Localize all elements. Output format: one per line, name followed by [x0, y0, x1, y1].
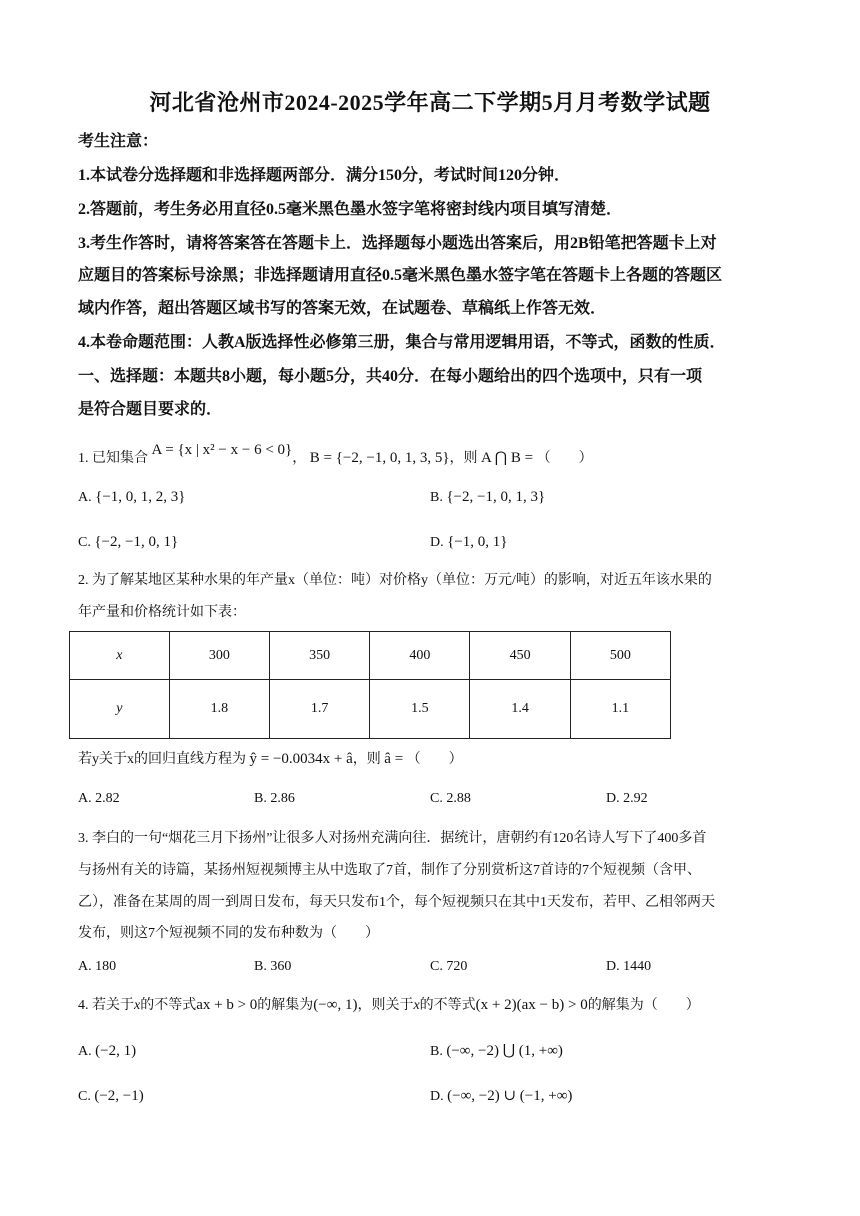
table-cell: 400: [370, 632, 470, 680]
option-label: D.: [430, 535, 444, 550]
question-2-stem-cont: 年产量和价格统计如下表：: [78, 605, 246, 620]
q4-p6: 的解集为（ ）: [587, 998, 700, 1013]
question-3-stem-cont: 与扬州有关的诗篇，某扬州短视频博主从中选取了7首，制作了分别赏析这7首诗的7个短视频（含甲、: [78, 863, 701, 878]
data-table: [69, 631, 671, 739]
q1-set-b: B = {−2, −1, 0, 1, 3, 5}: [309, 450, 450, 466]
notice-item: 2.答题前，考生务必用直径0.5毫米黑色墨水签字笔将密封线内项目填写清楚．: [78, 201, 623, 218]
q1-option-d: [430, 533, 507, 552]
q3-option-c: [430, 958, 467, 976]
q4-p1: 4. 若关于: [78, 998, 134, 1013]
q4-p3: 的解集为: [257, 998, 314, 1013]
q1-option-b: [430, 488, 545, 507]
reg-ask: â =: [384, 751, 404, 767]
q4-solution-set: (−∞, 1): [313, 997, 358, 1013]
option-text: {−2, −1, 0, 1, 3}: [446, 489, 546, 505]
q1-option-a: [78, 488, 185, 507]
q4-option-a: [78, 1042, 136, 1061]
notice-heading: 考生注意：: [78, 133, 159, 150]
q4-var: x: [413, 998, 420, 1013]
option-label: B.: [254, 791, 267, 806]
option-text: 2.92: [623, 791, 648, 806]
q4-inequality-2: (x + 2)(ax − b) > 0: [475, 997, 588, 1013]
q4-option-c: [78, 1087, 144, 1106]
q4-p2: 的不等式: [140, 998, 197, 1013]
option-label: B.: [254, 959, 267, 974]
q1-set-a: A = {x | x² − x − 6 < 0}: [151, 442, 293, 458]
option-text: 180: [95, 959, 117, 974]
option-label: D.: [606, 959, 620, 974]
notice-item: 3.考生作答时，请将答案答在答题卡上．选择题每小题选出答案后，用2B铅笔把答题卡上对: [78, 235, 717, 252]
option-text: (−2, −1): [94, 1088, 144, 1104]
option-label: D.: [606, 791, 620, 806]
q1-sep: ，: [292, 451, 307, 466]
option-label: C.: [78, 1089, 91, 1104]
q1-ask: A ⋂ B =: [481, 450, 534, 466]
option-text: (−∞, −2) ⋃ (1, +∞): [446, 1043, 563, 1059]
table-header-y: y: [70, 680, 170, 739]
q3-option-a: [78, 958, 116, 976]
option-text: 1440: [623, 959, 652, 974]
table-header-x: x: [70, 632, 170, 680]
option-label: B.: [430, 490, 443, 505]
option-text: {−2, −1, 0, 1}: [94, 534, 179, 550]
q4-inequality-1: ax + b > 0: [196, 997, 258, 1013]
q1-option-c: [78, 533, 178, 552]
option-text: {−1, 0, 1, 2, 3}: [95, 489, 186, 505]
question-1-stem: [78, 442, 788, 468]
option-text: 2.86: [270, 791, 295, 806]
table-cell: 450: [470, 632, 570, 680]
q2-option-a: [78, 790, 120, 808]
q4-p4: ，则关于: [357, 998, 414, 1013]
table-cell: 1.4: [470, 680, 570, 739]
option-label: A.: [78, 959, 92, 974]
q1-prefix: 1. 已知集合: [78, 451, 148, 466]
table-cell: 1.7: [269, 680, 369, 739]
option-text: 2.82: [95, 791, 120, 806]
notice-item: 1.本试卷分选择题和非选择题两部分．满分150分，考试时间120分钟．: [78, 167, 571, 184]
option-label: B.: [430, 1044, 443, 1059]
q2-option-c: [430, 790, 471, 808]
question-3-stem-cont: 发布，则这7个短视频不同的发布种数为（ ）: [78, 926, 379, 941]
option-label: A.: [78, 791, 92, 806]
table-cell: 1.8: [169, 680, 269, 739]
question-2-stem: 2. 为了解某地区某种水果的年产量x（单位：吨）对价格y（单位：万元/吨）的影响，对近五年该水果的: [78, 573, 712, 588]
notice-item: 应题目的答案标号涂黑；非选择题请用直径0.5毫米黑色墨水签字笔在答题卡上各题的答题区: [78, 267, 723, 284]
question-3-stem-cont: 乙），准备在某周的周一到周日发布，每天只发布1个，每个短视频只在其中1天发布，若甲、乙相邻两天: [78, 895, 715, 910]
reg-suffix: ，则: [352, 752, 381, 767]
option-text: (−∞, −2) ∪ (−1, +∞): [447, 1088, 573, 1104]
option-label: A.: [78, 490, 92, 505]
option-text: 720: [446, 959, 468, 974]
question-2-regression: [78, 750, 788, 769]
notice-item: 4.本卷命题范围：人教A版选择性必修第三册，集合与常用逻辑用语，不等式，函数的性质．: [78, 334, 726, 351]
section-heading: 一、选择题：本题共8小题，每小题5分，共40分．在每小题给出的四个选项中，只有一项: [78, 368, 703, 385]
table-cell: 500: [570, 632, 670, 680]
q4-var: x: [134, 998, 141, 1013]
reg-equation: ŷ = −0.0034x + â: [249, 751, 353, 767]
q4-p5: 的不等式: [419, 998, 476, 1013]
q2-option-d: [606, 790, 648, 808]
reg-prefix: 若y关于x的回归直线方程为: [78, 752, 246, 767]
table-row: [70, 632, 671, 680]
table-cell: 350: [269, 632, 369, 680]
q1-suffix: ，则: [449, 451, 478, 466]
q4-option-b: [430, 1042, 563, 1061]
question-3-stem: 3. 李白的一句“烟花三月下扬州”让很多人对扬州充满向往．据统计，唐朝约有120名诗人写下了400多首: [78, 831, 707, 846]
option-label: C.: [430, 959, 443, 974]
q2-option-b: [254, 790, 295, 808]
q3-option-d: [606, 958, 651, 976]
answer-paren: （ ）: [536, 451, 593, 466]
q4-option-d: [430, 1087, 572, 1106]
option-label: A.: [78, 1044, 92, 1059]
section-heading-cont: 是符合题目要求的．: [78, 401, 223, 418]
option-text: 2.88: [446, 791, 471, 806]
option-label: C.: [430, 791, 443, 806]
table-row: [70, 680, 671, 739]
table-cell: 1.5: [370, 680, 470, 739]
q3-option-b: [254, 958, 291, 976]
option-text: 360: [270, 959, 292, 974]
question-4-stem: [78, 996, 788, 1015]
table-cell: 1.1: [570, 680, 670, 739]
page-title: 河北省沧州市2024-2025学年高二下学期5月月考数学试题: [149, 90, 711, 115]
option-label: C.: [78, 535, 91, 550]
option-text: {−1, 0, 1}: [447, 534, 508, 550]
notice-item: 域内作答，超出答题区域书写的答案无效，在试题卷、草稿纸上作答无效．: [78, 300, 607, 317]
option-label: D.: [430, 1089, 444, 1104]
option-text: (−2, 1): [95, 1043, 137, 1059]
table-cell: 300: [169, 632, 269, 680]
answer-paren: （ ）: [406, 752, 463, 767]
